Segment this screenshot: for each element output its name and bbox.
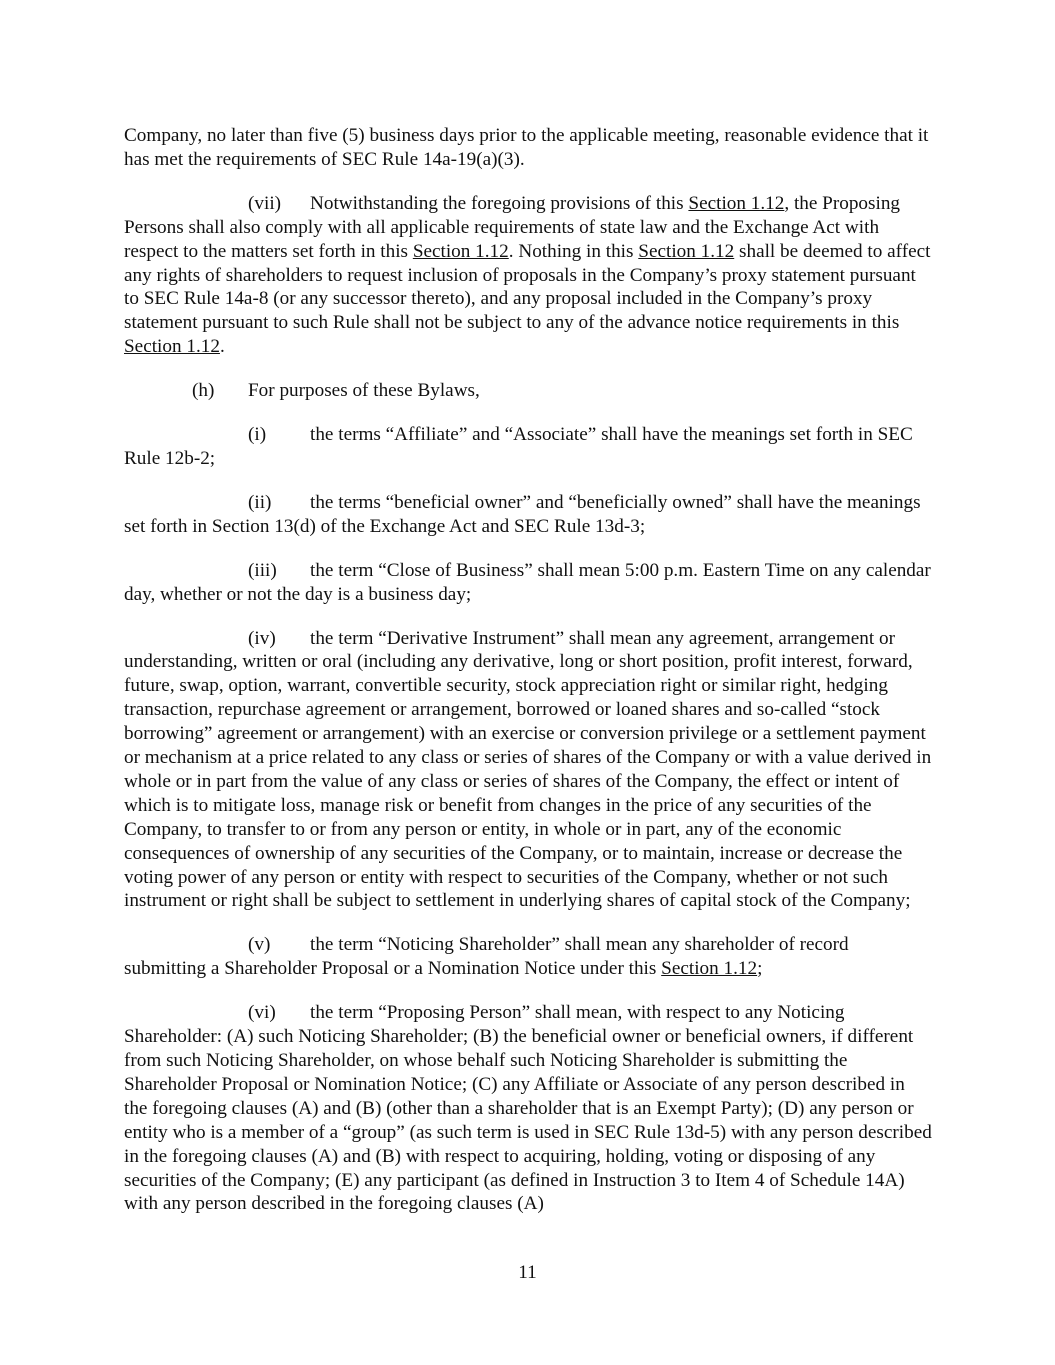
clause-number: (iii): [248, 559, 277, 581]
section-reference: Section 1.12: [412, 240, 509, 262]
document-page: [124, 124, 932, 1236]
paragraph-i: [124, 423, 932, 471]
paragraph-vi: [124, 1001, 932, 1216]
paragraph-text: the term “Noticing Shareholder” shall mean any shareholder of record submitting a Shareholder Proposal or a Nomination Notice under this: [124, 934, 849, 980]
section-reference: Section 1.12: [638, 240, 735, 262]
paragraph-text: Company, no later than five (5) business days prior to the applicable meeting, reasonable evidence that it has met the requirements of SEC Rule 14a-19(a)(3).: [124, 125, 929, 170]
clause-number: (ii): [248, 491, 272, 513]
paragraph-iii: [124, 559, 932, 607]
paragraph-text: , the Proposing Persons shall also comply with all applicable requirements of state law and the Exchange Act with respect to the matters set forth in this: [124, 192, 901, 262]
clause-number: (vi): [248, 1002, 276, 1024]
paragraph-ii: [124, 491, 932, 539]
paragraph-text: .: [219, 336, 225, 358]
paragraph-text: the terms “beneficial owner” and “beneficially owned” shall have the meanings set forth in Section 13(d) of the Exchange Act and SEC Rule 13d-3;: [124, 491, 921, 537]
clause-number: (v): [248, 934, 271, 956]
paragraph-text: shall be deemed to affect any rights of shareholders to request inclusion of proposals in the Company’s proxy statement pursuant to SEC Rule 14a-8 (or any successor thereto), and any proposal included in the Company’s proxy statement pursuant to such Rule shall not be subject to any of the advance notice requirements in this: [124, 240, 931, 334]
paragraph-continuation: [124, 124, 932, 172]
section-reference: Section 1.12: [661, 958, 758, 980]
paragraph-text: . Nothing in this: [508, 240, 639, 262]
section-reference: Section 1.12: [688, 192, 785, 214]
page-number: 11: [518, 1262, 537, 1283]
paragraph-text: the term “Proposing Person” shall mean, with respect to any Noticing Shareholder: (A) such Noticing Shareholder; (B) the beneficial owner or beneficial owners, if different from such Noticing Shareholder, on whose behalf such Noticing Shareholder is submitting the Shareholder Proposal or Nomination Notice; (C) any Affiliate or Associate of any person described in the foregoing clauses (A) and (B) (other than a shareholder that is an Exempt Party); (D) any person or entity who is a member of a “group” (as such term is used in SEC Rule 13d-5) with any person described in the foregoing clauses (A) and (B) with respect to acquiring, holding, voting or disposing of any securities of the Company; (E) any participant (as defined in Instruction 3 to Item 4 of Schedule 14A) with any person described in the foregoing clauses (A): [124, 1002, 932, 1215]
paragraph-text: Notwithstanding the foregoing provisions of this: [310, 192, 689, 214]
clause-number: (h): [192, 380, 215, 402]
paragraph-vii: [124, 192, 932, 359]
clause-number: (i): [248, 424, 267, 446]
clause-number: (iv): [248, 627, 276, 649]
clause-number: (vii): [248, 192, 282, 214]
paragraph-h: [124, 379, 932, 403]
paragraph-text: the term “Derivative Instrument” shall mean any agreement, arrangement or understanding, written or oral (including any derivative, long or short position, profit interest, forward, future, swap, option, warrant, convertible security, stock appreciation right or similar right, hedging transaction, repurchase agreement or arrangement, borrowed or loaned shares and so-called “stock borrowing” agreement or arrangement) with an exercise or conversion privilege or a settlement payment or mechanism at a price related to any class or series of shares of the Company or with a value derived in whole or in part from the value of any class or series of shares of the Company, the effect or intent of which is to mitigate loss, manage risk or benefit from changes in the price of any securities of the Company, to transfer to or from any person or entity, in whole or in part, any of the economic consequences of ownership of any securities of the Company, or to maintain, increase or decrease the voting power of any person or entity with respect to securities of the Company, whether or not such instrument or right shall be subject to settlement in underlying shares of capital stock of the Company;: [124, 627, 932, 912]
paragraph-text: ;: [757, 958, 763, 980]
section-reference: Section 1.12: [124, 336, 220, 358]
paragraph-iv: [124, 627, 932, 914]
paragraph-text: the terms “Affiliate” and “Associate” shall have the meanings set forth in SEC Rule 12b-2;: [124, 424, 913, 469]
paragraph-v: [124, 933, 932, 981]
paragraph-text: the term “Close of Business” shall mean 5:00 p.m. Eastern Time on any calendar day, whether or not the day is a business day;: [124, 559, 931, 605]
paragraph-text: For purposes of these Bylaws,: [248, 380, 480, 402]
